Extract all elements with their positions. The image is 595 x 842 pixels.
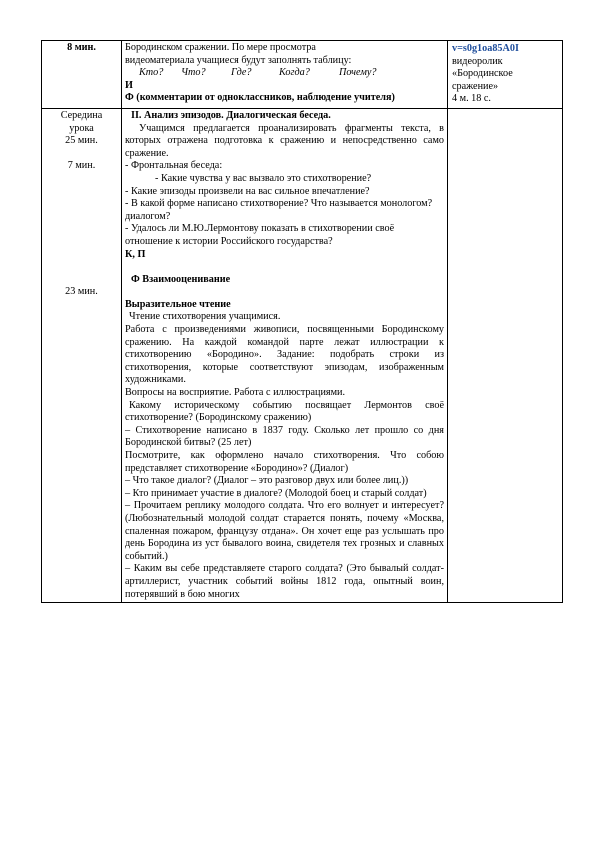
question-when: Когда? xyxy=(279,67,310,79)
assessment-label: Ф Взаимооценивание xyxy=(131,273,231,285)
reading-line: Чтение стихотворения учащимися. xyxy=(129,311,281,323)
time-label: Середина xyxy=(60,109,103,121)
work-paragraph: Работа с произведениями живописи, посвященными Бородинскому сражению. На каждой командой парте лежат иллюстрации к стихотворению «Бородино». Задание: подобрать строки из стихотворения, которые соответствуют эпизодам, изображенным художниками. xyxy=(125,324,444,386)
discussion-paragraph: – Кто принимает участие в диалоге? (Молодой боец и старый солдат) xyxy=(125,487,427,499)
perception-line: Вопросы на восприятие. Работа с иллюстрациями. xyxy=(125,387,346,399)
intro-paragraph: Учащимся предлагается проанализировать фрагменты текста, в которых отражена подготовка к сражению и непосредственно само сражение. xyxy=(125,122,444,159)
text-line: Бородинском сражении. По мере просмотра xyxy=(125,42,316,53)
discussion-paragraph: – Прочитаем реплику молодого солдата. Что его волнует и интересует? (Любознательный молодой солдат старается понять, почему «Москва, спаленная пожаром, французу отдана». Он хочет еще раз услышать про день Бородина из уст бывалого воина, свидетеля тех грозных и славных событий.) xyxy=(125,500,444,562)
discussion-paragraph: Посмотрите, как оформлено начало стихотворения. Что собою представляет стихотворение «Бородино»? (Диалог) xyxy=(125,450,444,474)
time-label: 8 мин. xyxy=(67,42,96,53)
resource-cell xyxy=(448,108,563,602)
expressive-reading-label: Выразительное чтение xyxy=(125,298,231,310)
video-link[interactable]: v=s0g1oa85A0I xyxy=(452,43,519,54)
resource-line: сражение» xyxy=(452,80,499,92)
table-row xyxy=(42,41,563,109)
discussion-paragraph: – Что такое диалог? (Диалог – это разговор двух или более лиц.)) xyxy=(125,475,409,487)
discussion-paragraph: – Стихотворение написано в 1837 году. Сколько лет прошло со дня Бородинской битвы? (25 лет) xyxy=(125,424,444,449)
discussion-paragraph: – Каким вы себе представляете старого солдата? (Это бывалый солдат-артиллерист, участник событий войны 1812 года, опытный воин, потерявший в бою многих xyxy=(125,563,444,600)
video-duration: 4 м. 18 с. xyxy=(452,93,491,105)
question-item: - Какие чувства у вас вызвало это стихотворение? xyxy=(155,172,372,184)
content-cell xyxy=(122,108,448,602)
question-item: - В какой форме написано стихотворение? Что называется монологом? диалогом? xyxy=(125,198,433,222)
resource-cell xyxy=(448,41,563,109)
questions-line xyxy=(125,67,444,80)
section-heading: II. Анализ эпизодов. Диалогическая беседа. xyxy=(131,109,331,121)
question-why: Почему? xyxy=(339,67,377,79)
question-where: Где? xyxy=(231,67,252,79)
time-label: 7 мин. xyxy=(67,160,96,172)
question-who: Кто? xyxy=(139,67,164,79)
time-label: 25 мин. xyxy=(65,135,98,147)
resource-line: «Бородинское xyxy=(452,68,513,80)
letter-label: И xyxy=(125,79,133,91)
letters-label: К, П xyxy=(125,248,146,260)
resource-line: видеоролик xyxy=(452,55,503,67)
feedback-line: Ф (комментарии от одноклассников, наблюдение учителя) xyxy=(125,92,395,104)
lesson-plan-table xyxy=(41,40,563,603)
content-cell xyxy=(122,41,448,109)
question-item: - Удалось ли М.Ю.Лермонтову показать в стихотворении своё отношение к истории Российского государства? xyxy=(125,223,395,247)
question-what: Что? xyxy=(181,67,206,79)
lesson-plan-page xyxy=(41,40,562,603)
question-item: - Какие эпизоды произвели на вас сильное впечатление? xyxy=(125,185,370,197)
time-label: урока xyxy=(69,122,94,134)
discussion-paragraph: Какому историческому событию посвящает Лермонтов своё стихотворение? (Бородинскому сражению) xyxy=(125,399,444,424)
time-cell xyxy=(42,108,122,602)
time-cell xyxy=(42,41,122,109)
time-label: 23 мин. xyxy=(65,285,98,297)
text-line: видеоматериала учащиеся будут заполнять таблицу: xyxy=(125,54,352,66)
frontal-label: - Фронтальная беседа: xyxy=(125,160,223,172)
table-row xyxy=(42,108,563,602)
